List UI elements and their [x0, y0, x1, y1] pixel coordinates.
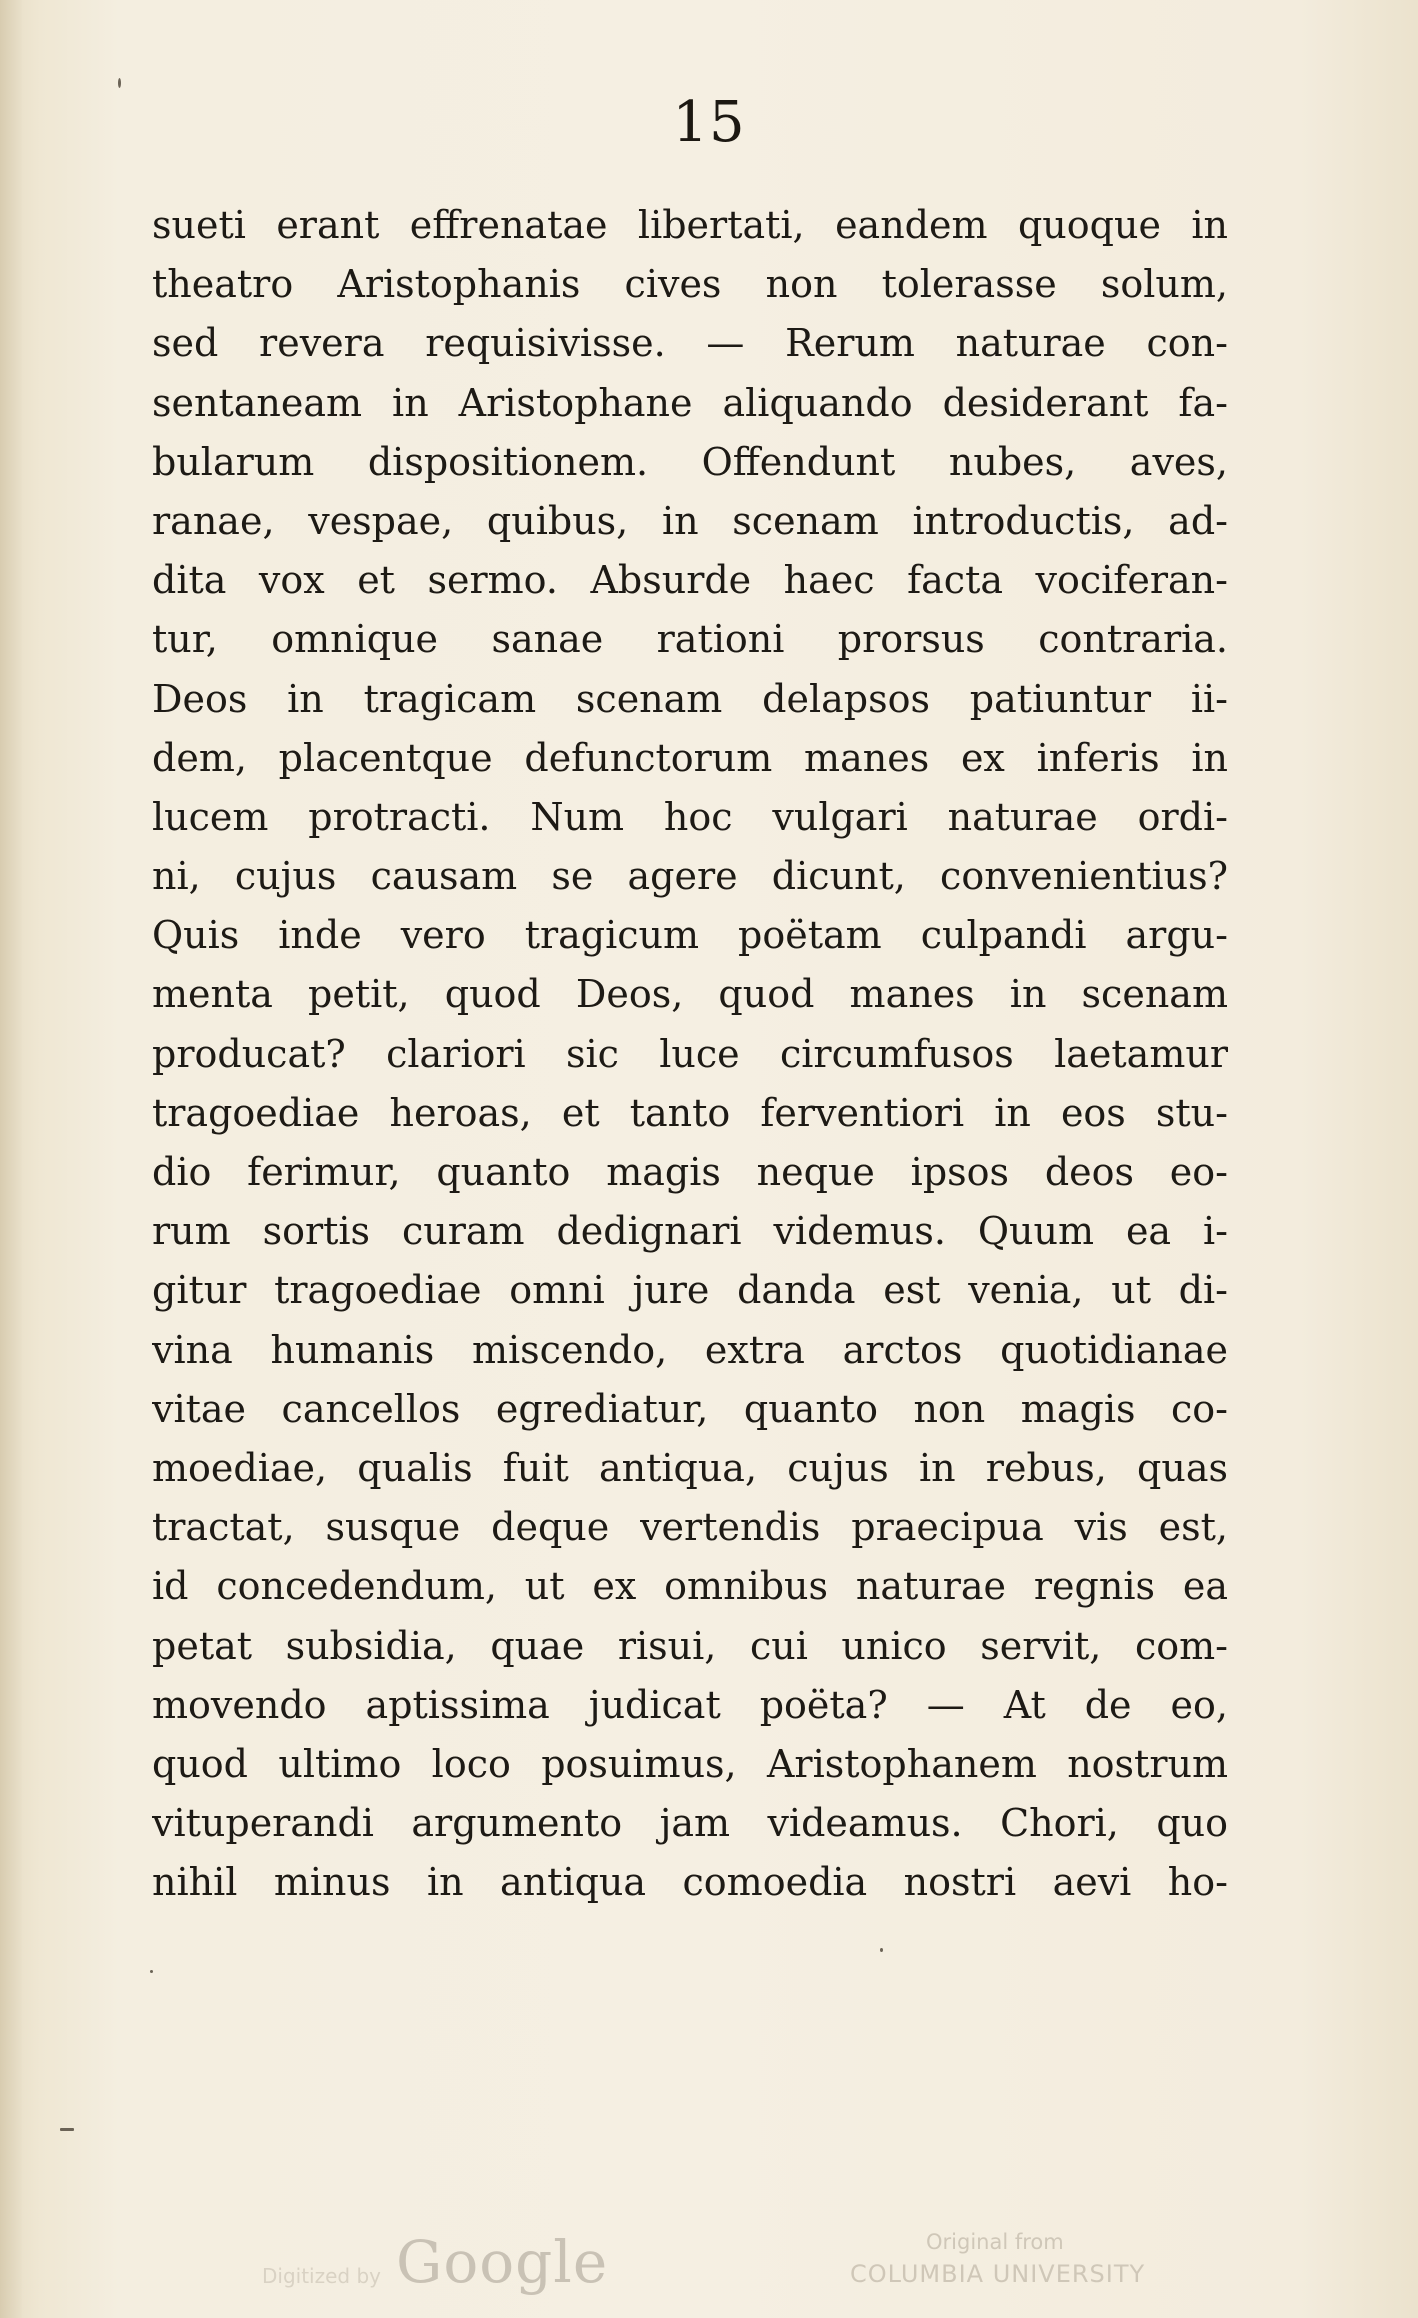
- text-line: vituperandi argumento jam videamus. Chori, quo: [152, 1801, 1228, 1846]
- text-line: dita vox et sermo. Absurde haec facta vociferan-: [152, 558, 1228, 603]
- text-line: moediae, qualis fuit antiqua, cujus in rebus, quas: [152, 1445, 1228, 1490]
- text-line: tractat, susque deque vertendis praecipua vis est,: [152, 1505, 1228, 1550]
- text-line: tur, omnique sanae rationi prorsus contraria.: [152, 617, 1228, 662]
- scan-speck: [880, 1948, 883, 1952]
- text-line: lucem protracti. Num hoc vulgari naturae ordi-: [152, 794, 1228, 839]
- page-gutter-edge: [0, 0, 22, 2318]
- text-line: Deos in tragicam scenam delapsos patiuntur ii-: [152, 676, 1228, 721]
- text-line: movendo aptissima judicat poëta? — At de eo,: [152, 1682, 1228, 1727]
- text-line: ranae, vespae, quibus, in scenam introductis, ad-: [152, 498, 1228, 543]
- text-line: tragoediae heroas, et tanto ferventiori in eos stu-: [152, 1090, 1228, 1135]
- text-line: bularum dispositionem. Offendunt nubes, aves,: [152, 439, 1228, 484]
- text-line: id concedendum, ut ex omnibus naturae regnis ea: [152, 1564, 1228, 1609]
- text-line: ni, cujus causam se agere dicunt, convenientius?: [152, 854, 1228, 899]
- text-line: vina humanis miscendo, extra arctos quotidianae: [152, 1327, 1228, 1372]
- page-number: 15: [672, 90, 746, 155]
- text-line: Quis inde vero tragicum poëtam culpandi argu-: [152, 913, 1228, 958]
- scan-speck: [60, 2128, 74, 2131]
- digitized-by-label: Digitized by: [262, 2264, 381, 2288]
- scan-watermark-footer: [0, 2218, 1418, 2318]
- text-line: menta petit, quod Deos, quod manes in scenam: [152, 972, 1228, 1017]
- scan-speck: [118, 78, 121, 88]
- body-text: [152, 196, 1228, 1912]
- text-line: quod ultimo loco posuimus, Aristophanem nostrum: [152, 1741, 1228, 1786]
- text-line: sentaneam in Aristophane aliquando desiderant fa-: [152, 380, 1228, 425]
- text-line: sed revera requisivisse. — Rerum naturae con-: [152, 321, 1228, 366]
- text-line: producat? clariori sic luce circumfusos laetamur: [152, 1031, 1228, 1076]
- original-from-label: Original from: [926, 2230, 1064, 2254]
- text-line: sueti erant effrenatae libertati, eandem quoque in: [152, 203, 1228, 247]
- scan-speck: [150, 1970, 153, 1973]
- text-line: theatro Aristophanis cives non tolerasse solum,: [152, 262, 1228, 307]
- text-line: dem, placentque defunctorum manes ex inferis in: [152, 735, 1228, 780]
- institution-label: COLUMBIA UNIVERSITY: [850, 2260, 1146, 2288]
- google-logo: Google: [396, 2228, 609, 2296]
- text-line: gitur tragoediae omni jure danda est venia, ut di-: [152, 1268, 1228, 1313]
- text-line: petat subsidia, quae risui, cui unico servit, com-: [152, 1623, 1228, 1668]
- text-line: dio ferimur, quanto magis neque ipsos deos eo-: [152, 1150, 1228, 1194]
- text-line: rum sortis curam dedignari videmus. Quum ea i-: [152, 1209, 1228, 1254]
- text-line: vitae cancellos egrediatur, quanto non magis co-: [152, 1386, 1228, 1431]
- text-line: nihil minus in antiqua comoedia nostri aevi ho-: [152, 1860, 1228, 1905]
